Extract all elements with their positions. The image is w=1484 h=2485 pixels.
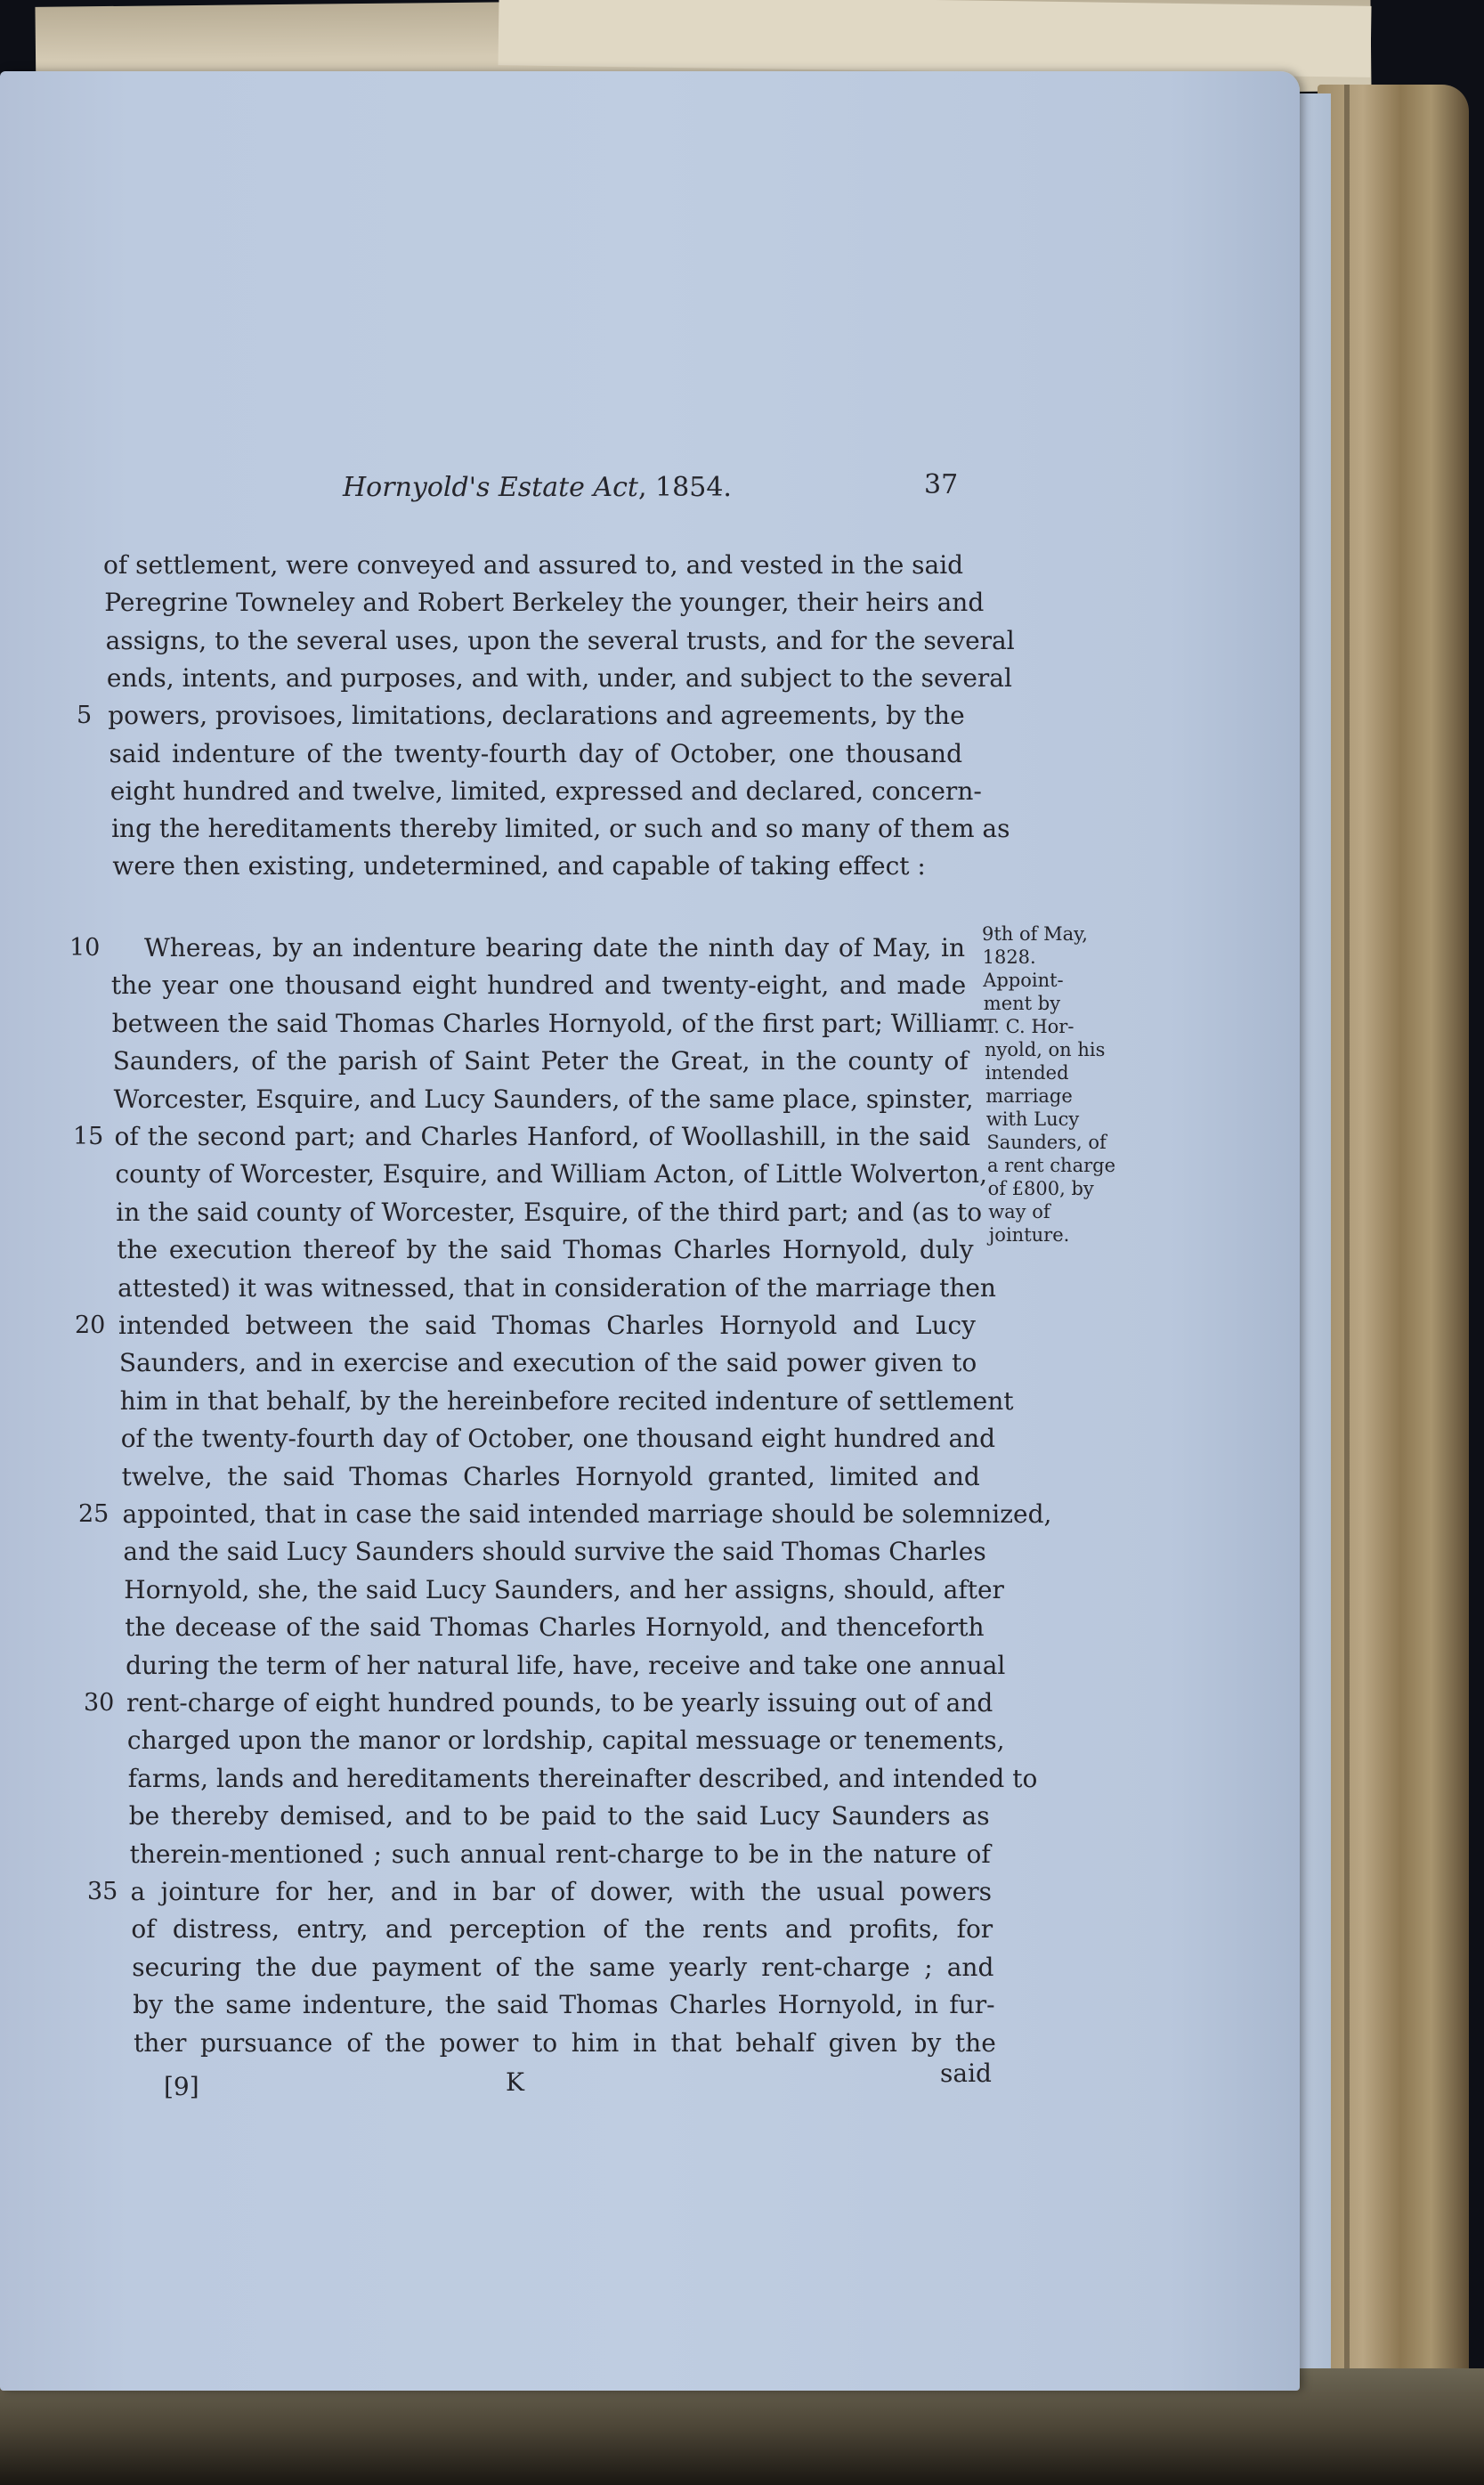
- text-line: Peregrine Towneley and Robert Berkeley the younger, their heirs and: [104, 588, 985, 618]
- margin-note-line: ment by: [983, 993, 1061, 1014]
- signature-mark: [9]: [164, 2072, 199, 2101]
- text-line: twelve, the said Thomas Charles Hornyold granted, limited and: [121, 1461, 980, 1491]
- text-line: the decease of the said Thomas Charles Hornyold, and thenceforth: [125, 1612, 985, 1643]
- margin-note-line: T. C. Hor-: [984, 1016, 1074, 1037]
- running-head-year: , 1854.: [637, 472, 732, 503]
- text-line: appointed, that in case the said intended marriage should be solemnized,: [122, 1499, 1052, 1529]
- line-number: 15: [73, 1123, 104, 1150]
- margin-note-line: 1828.: [982, 946, 1036, 968]
- margin-note-line: jointure.: [988, 1224, 1070, 1246]
- text-line: the year one thousand eight hundred and twenty-eight, and made: [110, 970, 967, 1001]
- text-line: rent-charge of eight hundred pounds, to be yearly issuing out of and: [126, 1688, 993, 1718]
- line-number: 30: [84, 1689, 115, 1717]
- page-number: 37: [924, 469, 959, 500]
- line-number: 35: [87, 1878, 118, 1905]
- text-line: Worcester, Esquire, and Lucy Saunders, of the same place, spinster,: [113, 1084, 974, 1114]
- text-line: by the same indenture, the said Thomas Charles Hornyold, in fur-: [133, 1990, 995, 2020]
- text-line: farms, lands and hereditaments thereinafter described, and intended to: [127, 1763, 1038, 1793]
- text-line: therein-mentioned ; such annual rent-charge to be in the nature of: [129, 1839, 991, 1869]
- gathering-mark: K: [506, 2067, 524, 2097]
- text-line: the execution thereof by the said Thomas Charles Hornyold, duly: [117, 1235, 974, 1265]
- text-line: attested) it was witnessed, that in consideration of the marriage then: [118, 1272, 996, 1303]
- book-page-stack: [1318, 85, 1469, 2417]
- text-line: during the term of her natural life, have, receive and take one annual: [126, 1650, 1006, 1680]
- text-line: assigns, to the several uses, upon the several trusts, and for the several: [105, 625, 1015, 655]
- line-number: 25: [78, 1500, 109, 1528]
- margin-note-line: way of: [988, 1201, 1050, 1222]
- margin-note-line: Appoint-: [983, 970, 1064, 991]
- margin-note: [982, 922, 1124, 1247]
- text-line: ing the hereditaments thereby limited, or such and so many of them as: [111, 814, 1010, 844]
- margin-note-line: nyold, on his: [985, 1039, 1106, 1060]
- text-line: Hornyold, she, the said Lucy Saunders, and her assigns, should, after: [124, 1574, 1004, 1604]
- text-line: in the said county of Worcester, Esquire, of the third part; and (as to: [116, 1197, 983, 1227]
- text-line: him in that behalf, by the hereinbefore recited indenture of settlement: [119, 1385, 1014, 1416]
- text-line: were then existing, undetermined, and capable of taking effect :: [112, 851, 926, 881]
- text-line: ther pursuance of the power to him in that behalf given by the: [134, 2027, 996, 2058]
- line-number: 20: [75, 1312, 106, 1339]
- text-line: Saunders, of the parish of Saint Peter the Great, in the county of: [112, 1046, 969, 1076]
- running-head-title: Hornyold's Estate Act: [343, 472, 638, 503]
- catchword: said: [940, 2059, 992, 2088]
- margin-note-line: of £800, by: [987, 1178, 1094, 1199]
- text-line: of the second part; and Charles Hanford, of Woollashill, in the said: [114, 1122, 970, 1151]
- margin-note-line: a rent charge: [987, 1155, 1116, 1176]
- text-line: securing the due payment of the same yearly rent-charge ; and: [132, 1952, 994, 1982]
- text-line: between the said Thomas Charles Hornyold, of the first part; William: [111, 1008, 987, 1038]
- text-line: a jointure for her, and in bar of dower, with the usual powers: [130, 1877, 992, 1906]
- running-head: [343, 472, 732, 503]
- text-line: be thereby demised, and to be paid to the said Lucy Saunders as: [128, 1801, 990, 1831]
- text-line: charged upon the manor or lordship, capital messuage or tenements,: [126, 1726, 1005, 1756]
- margin-note-line: with Lucy: [985, 1109, 1080, 1130]
- line-number: 5: [77, 702, 93, 730]
- text-line: intended between the said Thomas Charles Hornyold and Lucy: [118, 1311, 976, 1340]
- text-line: of settlement, were conveyed and assured to, and vested in the said: [103, 550, 964, 580]
- margin-note-line: intended: [985, 1062, 1069, 1084]
- margin-note-line: marriage: [985, 1085, 1073, 1107]
- torn-page-background-2: [498, 0, 1371, 77]
- text-line: powers, provisoes, limitations, declarations and agreements, by the: [108, 701, 965, 731]
- margin-note-line: Saunders, of: [986, 1132, 1107, 1153]
- text-line: Saunders, and in exercise and execution of the said power given to: [118, 1348, 977, 1378]
- text-line: county of Worcester, Esquire, and William Acton, of Little Wolverton,: [115, 1159, 987, 1190]
- text-line: ends, intents, and purposes, and with, under, and subject to the several: [106, 662, 1012, 693]
- margin-note-line: 9th of May,: [982, 923, 1088, 945]
- text-line: Whereas, by an indenture bearing date the ninth day of May, in: [144, 933, 965, 962]
- text-line: and the said Lucy Saunders should survive the said Thomas Charles: [123, 1537, 986, 1567]
- text-line: of distress, entry, and perception of the rents and profits, for: [131, 1914, 993, 1945]
- text-line: of the twenty-fourth day of October, one thousand eight hundred and: [120, 1424, 996, 1454]
- text-line: eight hundred and twelve, limited, expressed and declared, concern-: [109, 776, 982, 806]
- line-number: 10: [69, 934, 101, 962]
- text-line: said indenture of the twenty-fourth day of October, one thousand: [109, 738, 962, 768]
